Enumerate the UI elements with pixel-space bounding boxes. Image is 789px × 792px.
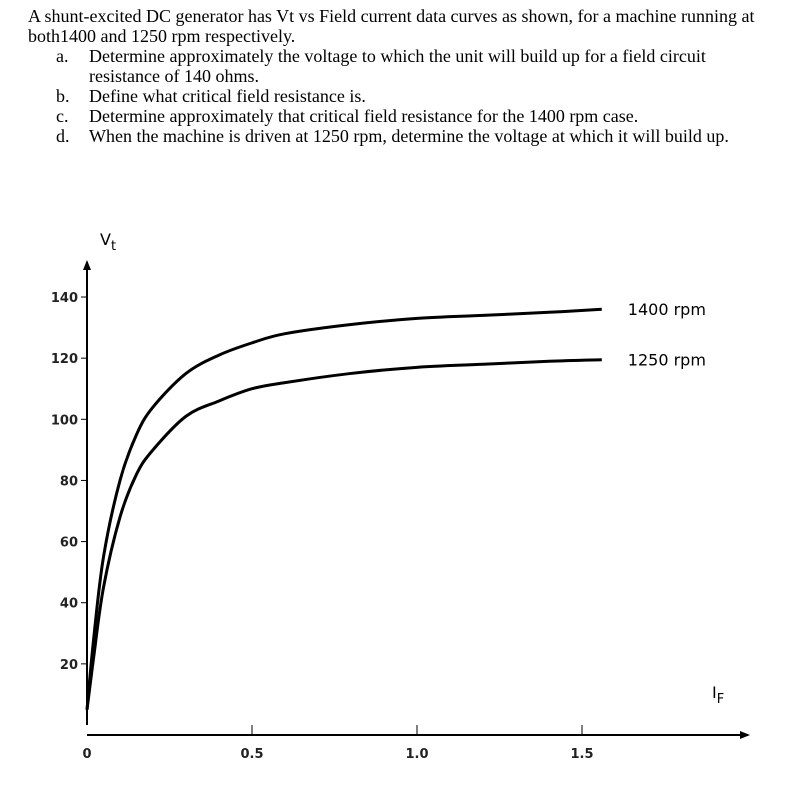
- y-axis-label: [100, 230, 116, 254]
- series-line-0: [87, 309, 602, 709]
- question-marker: d.: [56, 126, 70, 146]
- y-tick-label: 20: [59, 657, 78, 673]
- series-line-1: [87, 360, 602, 710]
- y-tick-label: 80: [59, 474, 78, 490]
- x-tick-label: 1.5: [570, 747, 594, 762]
- y-tick-label: 40: [59, 596, 78, 612]
- question-text: Determine approximately that critical field resistance for the 1400 rpm case.: [89, 106, 639, 126]
- question-text: When the machine is driven at 1250 rpm, determine the voltage at which it will build up.: [89, 126, 729, 146]
- y-tick-label: 120: [50, 352, 78, 368]
- x-tick-label: 1.0: [405, 747, 429, 762]
- x-tick-label: 0.5: [240, 747, 264, 762]
- y-tick-label: 140: [50, 291, 78, 307]
- y-axis-label-sub: t: [110, 239, 117, 254]
- question-marker: c.: [56, 106, 69, 126]
- x-axis-label-main: I: [712, 683, 717, 702]
- x-tick-label: 0: [82, 747, 92, 762]
- question-text: Determine approximately the voltage to which the unit will build up for a field circuit resistance of 140 ohms.: [89, 46, 706, 86]
- question-text: Define what critical field resistance is.: [89, 86, 366, 106]
- question-marker: b.: [56, 86, 70, 106]
- problem-intro: A shunt-excited DC generator has Vt vs Field current data curves as shown, for a machine running at both1400 and 1250 rpm respectively.: [28, 6, 755, 46]
- y-tick-label: 100: [50, 413, 78, 429]
- x-axis-label: [712, 683, 724, 707]
- series-label-1: 1250 rpm: [627, 350, 706, 370]
- y-axis-label-main: V: [100, 230, 111, 249]
- y-tick-label: 60: [59, 535, 78, 551]
- question-marker: a.: [56, 46, 69, 66]
- x-axis-label-sub: F: [716, 692, 725, 707]
- series-label-0: 1400 rpm: [627, 300, 706, 320]
